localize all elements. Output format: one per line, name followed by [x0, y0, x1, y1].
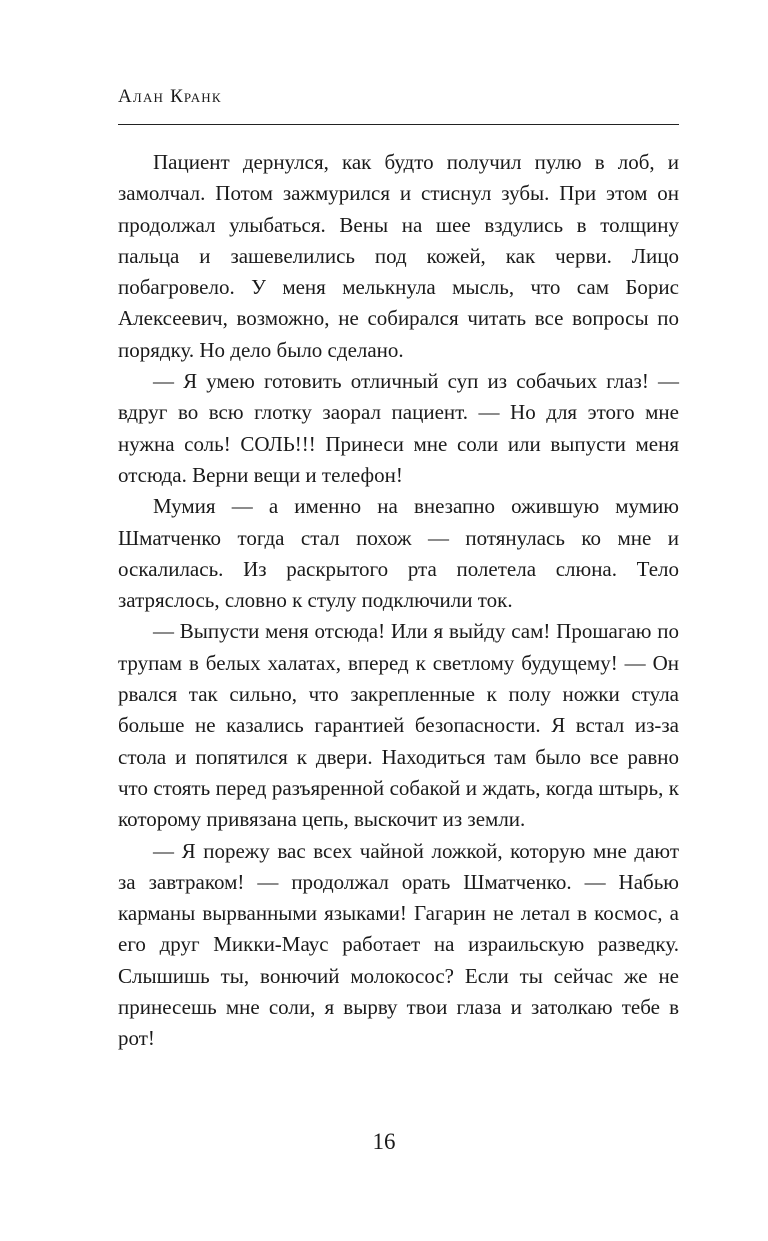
- paragraph: Мумия — а именно на внезапно ожившую мумию Шматченко тогда стал похож — потянулась ко мне и оскалилась. Из раскрытого рта полетела слюна. Тело затряслось, словно к стулу подключили ток.: [118, 494, 679, 613]
- running-head: Алан Кранк: [118, 86, 222, 107]
- header-rule: [118, 124, 679, 125]
- paragraph: — Я умею готовить отличный суп из собачьих глаз! — вдруг во всю глотку заорал пациент. — Но для этого мне нужна соль! СОЛЬ!!! Принеси мне соли или выпусти меня отсюда. Верни вещи и телефон!: [118, 369, 679, 487]
- paragraph: — Я порежу вас всех чайной ложкой, которую мне дают за завтраком! — продолжал орать Шматченко. — Набью карманы вырванными языками! Гагарин не летал в космос, а его друг Микки-Маус работает на израильскую разведку. Слышишь ты, вонючий молокосос? Если ты сейчас же не принесешь мне соли, я вырву твои глаза и затолкаю тебе в рот!: [118, 838, 679, 1051]
- body-text: [118, 147, 679, 1055]
- paragraph: Пациент дернулся, как будто получил пулю в лоб, и замолчал. Потом зажмурился и стиснул зубы. При этом он продолжал улыбаться. Вены на шее вздулись в толщину пальца и зашевелились под кожей, как черви. Лицо побагровело. У меня мелькнула мысль, что сам Борис Алексеевич, возможно, не собирался читать все вопросы по порядку. Но дело было сделано.: [118, 150, 679, 362]
- page-number: 16: [372, 1129, 396, 1154]
- paragraph: — Выпусти меня отсюда! Или я выйду сам! Прошагаю по трупам в белых халатах, вперед к светлому будущему! — Он рвался так сильно, что закрепленные к полу ножки стула больше не казались гарантией безопасности. Я встал из-за стола и попятился к двери. Находиться там было все равно что стоять перед разъяренной собакой и ждать, когда штырь, к которому привязана цепь, выскочит из земли.: [118, 619, 679, 832]
